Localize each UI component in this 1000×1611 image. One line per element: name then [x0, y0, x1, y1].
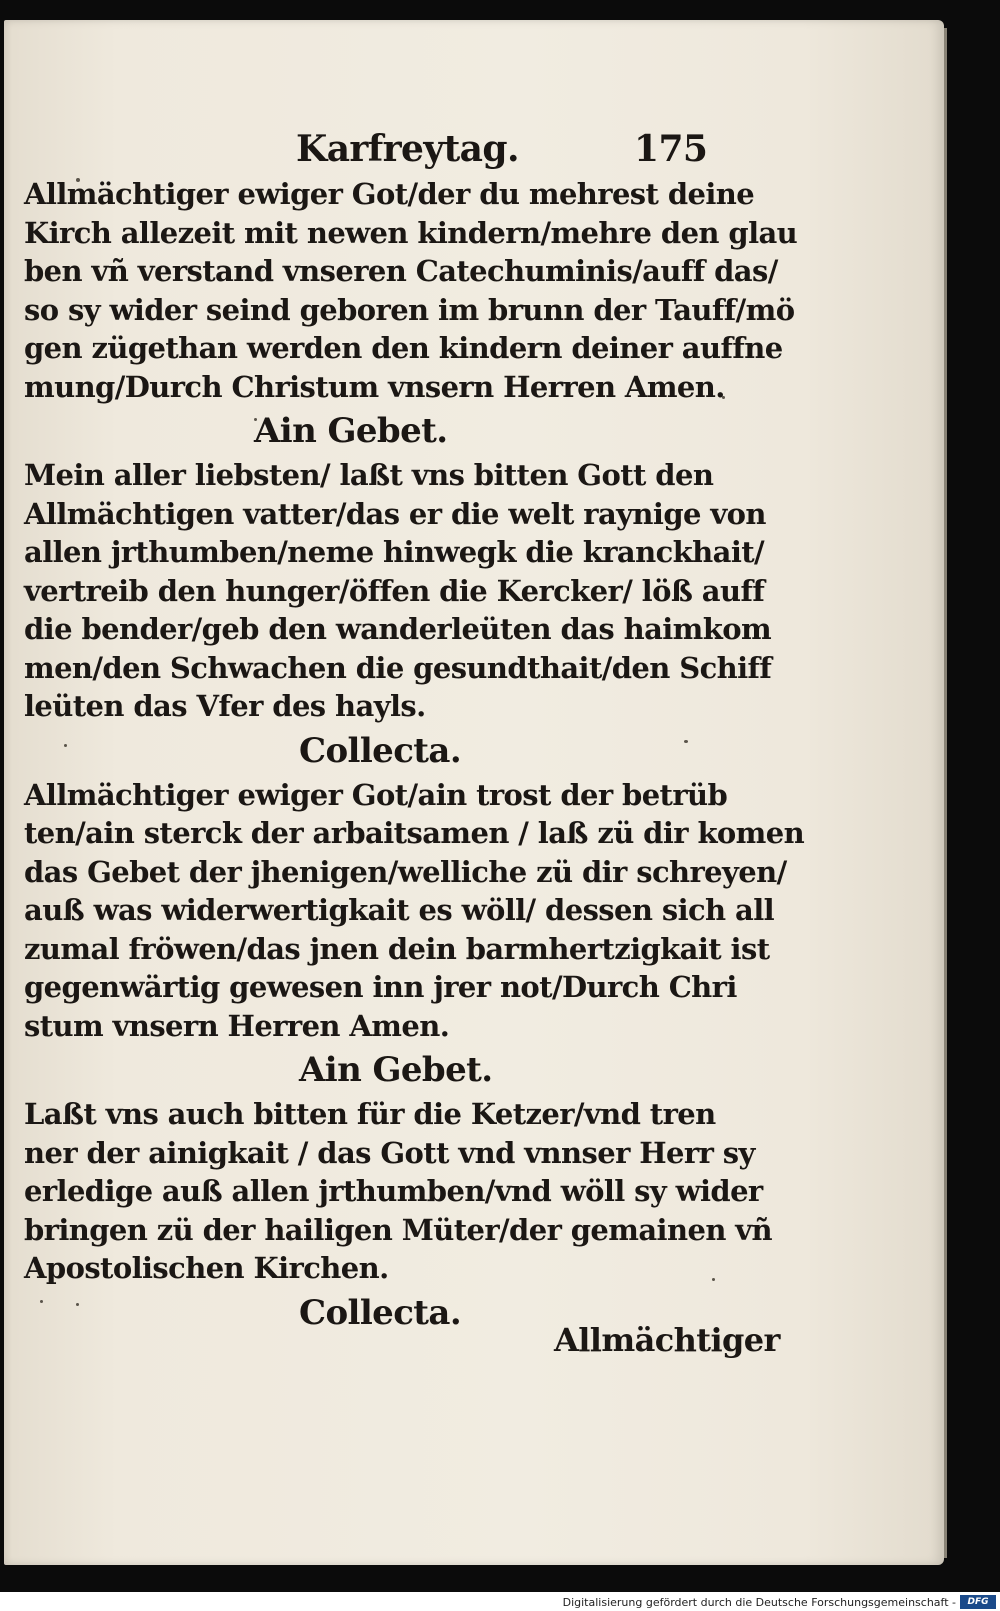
text-line: ner der ainigkait / das Gott vnd vnnser Herr sy — [24, 1135, 755, 1170]
text-line: gegenwärtig gewesen inn jrer not/Durch Chri — [24, 970, 737, 1004]
text-line: mung/Durch Christum vnsern Herren Amen. — [24, 369, 725, 404]
section-heading: Collecta. — [299, 730, 462, 771]
text-line: erledige auß allen jrthumben/vnd wöll sy wider — [24, 1174, 763, 1208]
text-line: zumal fröwen/das jnen dein barmhertzigkait ist — [24, 931, 770, 966]
text-block — [24, 125, 805, 1359]
text-line: Allmächtigen vatter/das er die welt raynige von — [24, 496, 766, 531]
text-line: ben vñ verstand vnseren Catechuminis/auff das/ — [24, 254, 778, 288]
section-heading: Ain Gebet. — [254, 411, 448, 451]
catchword: Allmächtiger — [554, 1321, 780, 1359]
text-line: die bender/geb den wanderleüten das haimkom — [24, 612, 772, 646]
folio-number: 175 — [634, 128, 708, 170]
section-heading: Collecta. — [299, 1292, 462, 1333]
text-line: Allmächtiger ewiger Got/ain trost der betrüb — [24, 777, 728, 812]
text-line: men/den Schwachen die gesundthait/den Schiff — [24, 650, 772, 685]
text-line: das Gebet der jhenigen/welliche zü dir schreyen/ — [24, 854, 787, 889]
text-line: Laßt vns auch bitten für die Ketzer/vnd tren — [24, 1097, 716, 1131]
book-page — [4, 20, 944, 1565]
text-line: bringen zü der hailigen Müter/der gemainen vñ — [24, 1212, 773, 1247]
text-line: Mein aller liebsten/ laßt vns bitten Gott den — [24, 458, 714, 492]
text-line: auß was widerwertigkait es wöll/ dessen sich all — [24, 893, 775, 927]
text-line: ten/ain sterck der arbaitsamen / laß zü dir komen — [24, 816, 805, 850]
section-collecta-afflicted — [24, 726, 805, 1046]
section-prayer-world — [24, 406, 772, 726]
section-collect-catechumens — [24, 175, 798, 406]
dfg-logo: DFG — [960, 1595, 996, 1609]
text-line: vertreib den hunger/öffen die Kercker/ löß auff — [24, 573, 765, 608]
text-line: gen zügethan werden den kindern deiner auffne — [24, 331, 783, 365]
digitization-footer — [0, 1594, 1000, 1611]
text-line: stum vnsern Herren Amen. — [24, 1008, 450, 1043]
page-edge — [944, 28, 947, 1558]
section-heading: Ain Gebet. — [299, 1050, 493, 1090]
section-prayer-heretics — [24, 1045, 773, 1288]
text-line: so sy wider seind geboren im brunn der Tauff/mö — [24, 292, 795, 327]
text-line: leüten das Vfer des hayls. — [24, 689, 426, 723]
running-title: Karfreytag. — [296, 128, 519, 170]
text-line: Apostolischen Kirchen. — [24, 1251, 389, 1285]
text-line: allen jrthumben/neme hinwegk die kranckhait/ — [24, 535, 765, 569]
text-line: Allmächtiger ewiger Got/der du mehrest deine — [24, 177, 755, 211]
text-line: Kirch allezeit mit newen kindern/mehre den glau — [24, 215, 798, 250]
running-head — [24, 125, 754, 175]
footer-credit: Digitalisierung gefördert durch die Deutsche Forschungsgemeinschaft - — [562, 1596, 956, 1609]
